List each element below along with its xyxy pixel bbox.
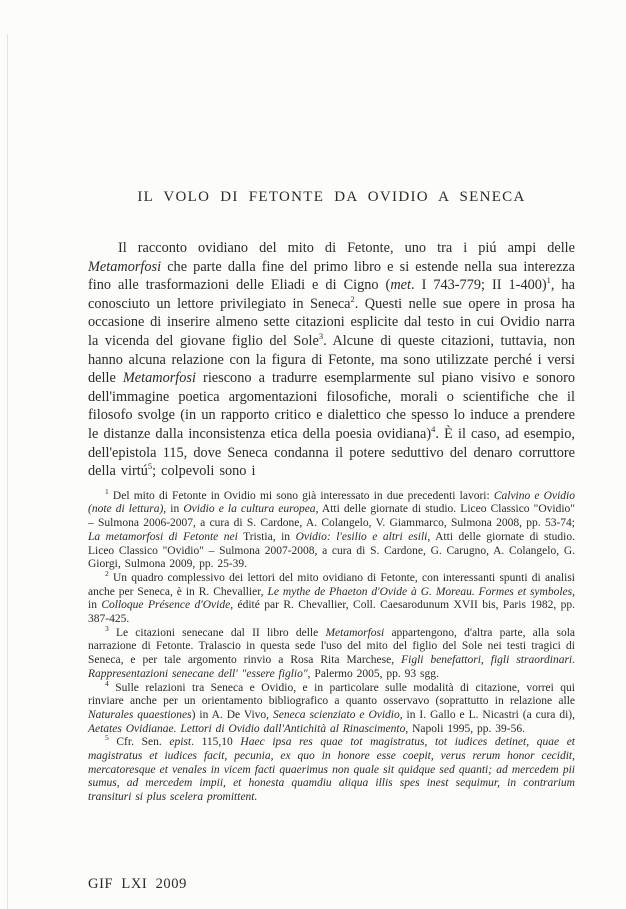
text: Un quadro complessivo dei lettori del mito ovidiano di Fetonte, con interessanti spunti di analisi anche per Seneca, è in R. Chevallier, xyxy=(88,571,575,598)
footnote-marker: 5 xyxy=(147,461,153,472)
footnote-marker: 3 xyxy=(318,331,324,342)
footnote-marker: 5 xyxy=(105,733,109,743)
text: , in xyxy=(163,503,184,516)
italic-text: Figli benefattori, figli straordinari. Rappresentazioni senecane dell' "essere figlio" xyxy=(88,654,576,680)
text: , in xyxy=(88,585,575,612)
page-title: IL VOLO DI FETONTE DA OVIDIO A SENECA xyxy=(137,189,526,205)
footnote-marker: 3 xyxy=(105,623,109,633)
text: Tristia, in xyxy=(237,530,296,543)
footnote-3 xyxy=(88,623,576,682)
italic-text: La metamorfosi di Fetonte nei xyxy=(88,530,238,543)
text: , Palermo 2005, pp. 93 sgg. xyxy=(307,667,439,680)
text: appartengono, d'altra parte, alla sola narrazione di Fetonte. Tralascio in questa sede l'uso del mito del figlio del Sole nei testi tragici di Seneca, e per tale argomento rinvio a Rosa Rita Marchese, xyxy=(88,626,575,667)
text: Cfr. Sen. xyxy=(108,736,170,749)
text: , Atti delle giornate di studio. Liceo Classico "Ovidio" – Sulmona 2007-2008, a cura di S. Cardone, G. Carugno, A. Colangelo, G. Giorgi, Sulmona 2009, pp. 25-39. xyxy=(88,530,576,571)
text: , ha conosciuto un lettore privilegiato in Seneca xyxy=(88,277,575,312)
text: ; colpevoli sono i xyxy=(152,463,256,480)
text: Sulle relazioni tra Seneca e Ovidio, e in particolare sulle modalità di citazione, vorrei qui rinviare anche per un orientamento bibliografico a quanto osservavo (soprattutto in relazione alle xyxy=(88,681,575,708)
text: Il racconto ovidiano del mito di Fetonte, uno tra i piú ampi delle xyxy=(118,240,575,256)
text: . 115,10 xyxy=(191,736,241,749)
footnote-2 xyxy=(88,569,576,627)
italic-text: Le mythe de Phaeton d'Ovide à G. Moreau. Formes et symboles xyxy=(267,585,573,598)
text: , Napoli 1995, pp. 39-56. xyxy=(405,722,526,735)
text: , in I. Gallo e L. Nicastri (a cura di), xyxy=(399,708,575,721)
italic-text: met xyxy=(390,277,411,294)
text: . È il caso, ad esempio, dell'epistola 115, dove Seneca condanna il potere seduttivo del denaro corruttore della virtú xyxy=(88,425,575,480)
footnote-marker: 4 xyxy=(105,678,109,688)
footnote-marker: 4 xyxy=(431,424,436,435)
text: Del mito di Fetonte in Ovidio mi sono già interessato in due precedenti lavori: xyxy=(108,489,494,502)
italic-text: Ovidio: l'esilio e altri esili xyxy=(295,530,428,543)
italic-text: Metamorfosi xyxy=(325,626,385,639)
text: che parte dalla fine del primo libro e si estende nella sua interezza fino alle trasformazioni delle Eliadi e di Cigno ( xyxy=(88,258,575,294)
italic-text: Calvino e Ovidio (note di lettura) xyxy=(88,489,575,516)
italic-text: epist xyxy=(169,736,192,749)
page-content xyxy=(88,0,575,805)
body-paragraph xyxy=(88,239,575,481)
italic-text: Metamorfosi xyxy=(88,258,162,275)
italic-text: Colloque Présence d'Ovide xyxy=(101,599,231,612)
footnote-marker: 2 xyxy=(350,294,355,305)
italic-text: Naturales quaestiones xyxy=(88,708,192,721)
footnote-marker: 2 xyxy=(105,569,109,579)
italic-text: Haec ipsa res quae tot magistratus, tot iudices detinet, quae et magistratus et iudices facit, pecunia, ex quo in honore esse coepit, verus rerum honor cecidit, mercatoresque et venales in vicem facti quaerimus non quale sit quidque sed quanti; ad mercedem pii sumus, ad mercedem impii, et honesta quamdiu aliqua illis spes inest sequimur, in contrarium transituri si plus scelera promittent. xyxy=(88,736,575,804)
footnote-4 xyxy=(88,678,575,737)
text: . Questi nelle sue opere in prosa ha occasione di inserire almeno sette citazioni esplicite dal testo in cui Ovidio narra la vicenda del giovane figlio del Sole xyxy=(88,295,576,349)
footnote-marker: 1 xyxy=(105,486,109,496)
scan-edge-line xyxy=(7,34,8,909)
text: riescono a tradurre esemplarmente sul piano visivo e sonoro dell'immagine poetica argomentazioni filosofiche, morali o scientifiche che il filosofo svolge (in un rapporto critico e dialettico che spesso lo induce a prendere le distanze dalla inconsistenza etica della poesia ovidiana) xyxy=(88,370,576,442)
italic-text: Seneca scienziato e Ovidio xyxy=(272,708,400,721)
italic-text: Ovidio e la cultura europea xyxy=(183,503,316,516)
italic-text: Metamorfosi xyxy=(122,370,196,387)
footnote-marker: 1 xyxy=(546,275,551,286)
text: ) in A. De Vivo, xyxy=(191,708,273,721)
footnotes-section xyxy=(88,486,576,805)
text: . Alcune di queste citazioni, tuttavia, non hanno alcuna relazione con la figura di Fetonte, ma sono utilizzate perché i versi delle xyxy=(88,332,575,387)
text: . I 743-779; II 1-400) xyxy=(410,277,547,294)
text: Le citazioni senecane dal II libro delle xyxy=(108,626,326,639)
footnote-5 xyxy=(88,733,575,805)
text: , Atti delle giornate di studio. Liceo Classico "Ovidio" – Sulmona 2006-2007, a cura di S. Cardone, A. Colangelo, V. Giammarco, Sulmona 2008, pp. 53-74; xyxy=(88,503,575,530)
footnote-1 xyxy=(88,486,576,572)
journal-volume-label: GIF LXI 2009 xyxy=(88,876,187,892)
text: , édité par R. Chevallier, Coll. Caesarodunum XVII bis, Paris 1982, pp. 387-425. xyxy=(88,599,576,626)
italic-text: Aetates Ovidianae. Lettori di Ovidio dall'Antichità al Rinascimento xyxy=(88,722,406,735)
